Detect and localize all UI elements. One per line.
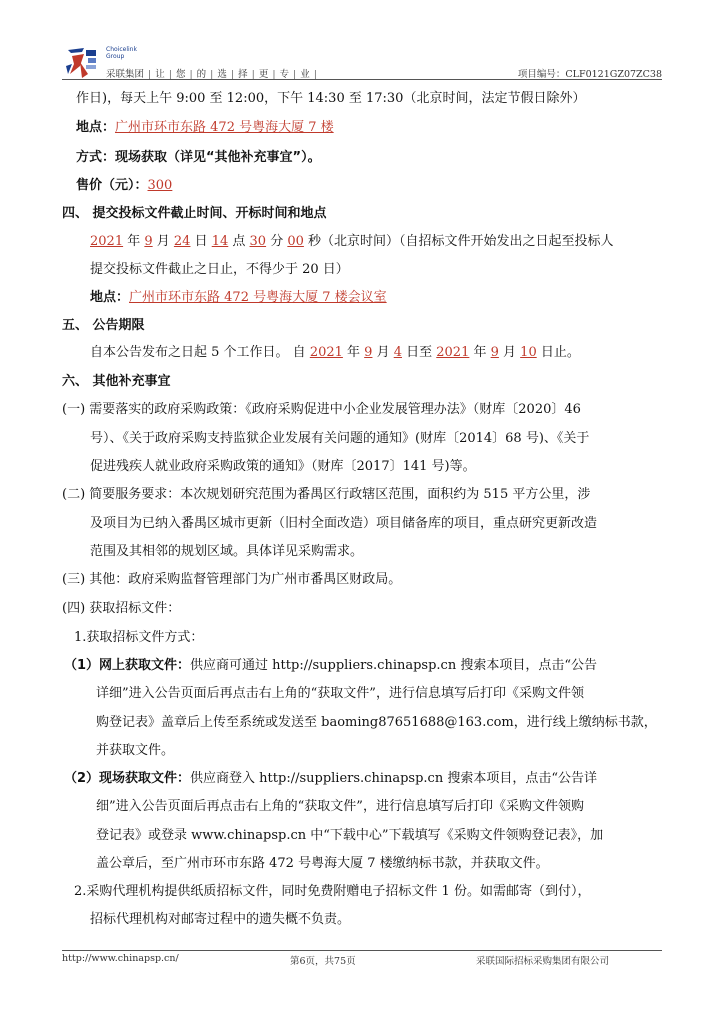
text-line: 提交投标文件截止之日止，不得少于 20 日） — [90, 262, 349, 277]
text-line: 详细”进入公告页面后再点击右上角的“获取文件”，进行信息填写后打印《采购文件领 — [96, 686, 584, 701]
header-divider — [62, 79, 662, 80]
text-line: 作日)，每天上午 9:00 至 12:00，下午 14:30 至 17:30（北京时间，法定节假日除外） — [76, 91, 586, 106]
section-heading: 五、 公告期限 — [62, 318, 145, 333]
company-logo-icon — [62, 44, 102, 84]
text-line: 1.获取招标文件方式： — [74, 630, 204, 645]
text-line: (三) 其他：政府采购监督管理部门为广州市番禺区财政局。 — [62, 572, 402, 587]
text-line: 地点：广州市环市东路 472 号粤海大厦 7 楼会议室 — [90, 290, 387, 305]
project-number: 项目编号：CLF0121GZ07ZC38 — [517, 69, 662, 80]
text-line: 2021 年 9 月 24 日 14 点 30 分 00 秒（北京时间）（自招标文件开始发出之日起至投标人 — [90, 234, 614, 249]
page-number: 第6页，共75页 — [290, 956, 356, 967]
text-line: 地点：广州市环市东路 472 号粤海大厦 7 楼 — [76, 120, 334, 135]
text-line: （2）现场获取文件：供应商登入 http://suppliers.chinapsp.cn 搜索本项目，点击“公告详 — [64, 771, 597, 786]
page-header — [62, 44, 662, 84]
footer-url[interactable]: http://www.chinapsp.cn/ — [62, 953, 179, 964]
section-heading: 四、 提交投标文件截止时间、开标时间和地点 — [62, 206, 327, 221]
text-line: 盖公章后，至广州市环市东路 472 号粤海大厦 7 楼缴纳标书款，并获取文件。 — [96, 856, 549, 871]
text-line: (四) 获取招标文件： — [62, 601, 181, 616]
footer-divider — [62, 950, 662, 951]
text-line: 方式：现场获取（详见“其他补充事宜”）。 — [76, 150, 321, 165]
text-line: 促进残疾人就业政府采购政策的通知》（财库〔2017〕141 号)等。 — [90, 459, 476, 474]
text-line: 及项目为已纳入番禺区城市更新（旧村全面改造）项目储备库的项目，重点研究更新改造 — [90, 516, 598, 531]
text-line: 售价（元）：300 — [76, 178, 173, 193]
section-heading: 六、 其他补充事宜 — [62, 374, 171, 389]
text-line: 招标代理机构对邮寄过程中的遗失概不负责。 — [90, 912, 351, 927]
text-line: 2.采购代理机构提供纸质招标文件，同时免费附赠电子招标文件 1 份。如需邮寄（到付）， — [74, 884, 591, 899]
text-line: (一) 需要落实的政府采购政策：《政府采购促进中小企业发展管理办法》（财库〔2020〕46 — [62, 402, 581, 417]
footer-company: 采联国际招标采购集团有限公司 — [476, 956, 610, 967]
header-slogan: 采联集团 | 让 | 您 | 的 | 选 | 择 | 更 | 专 | 业 | — [106, 69, 317, 80]
text-line: 范围及其相邻的规划区域。具体详见采购需求。 — [90, 544, 364, 559]
text-line: 自本公告发布之日起 5 个工作日。 自 2021 年 9 月 4 日至 2021 年 9 月 10 日止。 — [90, 345, 580, 360]
text-line: 购登记表》盖章后上传至系统或发送至 baoming87651688@163.com，进行线上缴纳标书款， — [96, 715, 657, 730]
text-line: （1）网上获取文件：供应商可通过 http://suppliers.chinapsp.cn 搜索本项目，点击“公告 — [64, 658, 597, 673]
text-line: 细”进入公告页面后再点击右上角的“获取文件”，进行信息填写后打印《采购文件领购 — [96, 799, 584, 814]
text-line: 号）、《关于政府采购支持监狱企业发展有关问题的通知》(财库〔2014〕68 号)、《关于 — [90, 431, 590, 446]
text-line: 并获取文件。 — [96, 743, 175, 758]
text-line: 登记表》或登录 www.chinapsp.cn 中“下载中心”下载填写《采购文件领购登记表》，加 — [96, 828, 604, 843]
text-line: (二) 简要服务要求：本次规划研究范围为番禺区行政辖区范围，面积约为 515 平方公里，涉 — [62, 487, 591, 502]
logo-text: Choicelink Group — [106, 46, 137, 60]
